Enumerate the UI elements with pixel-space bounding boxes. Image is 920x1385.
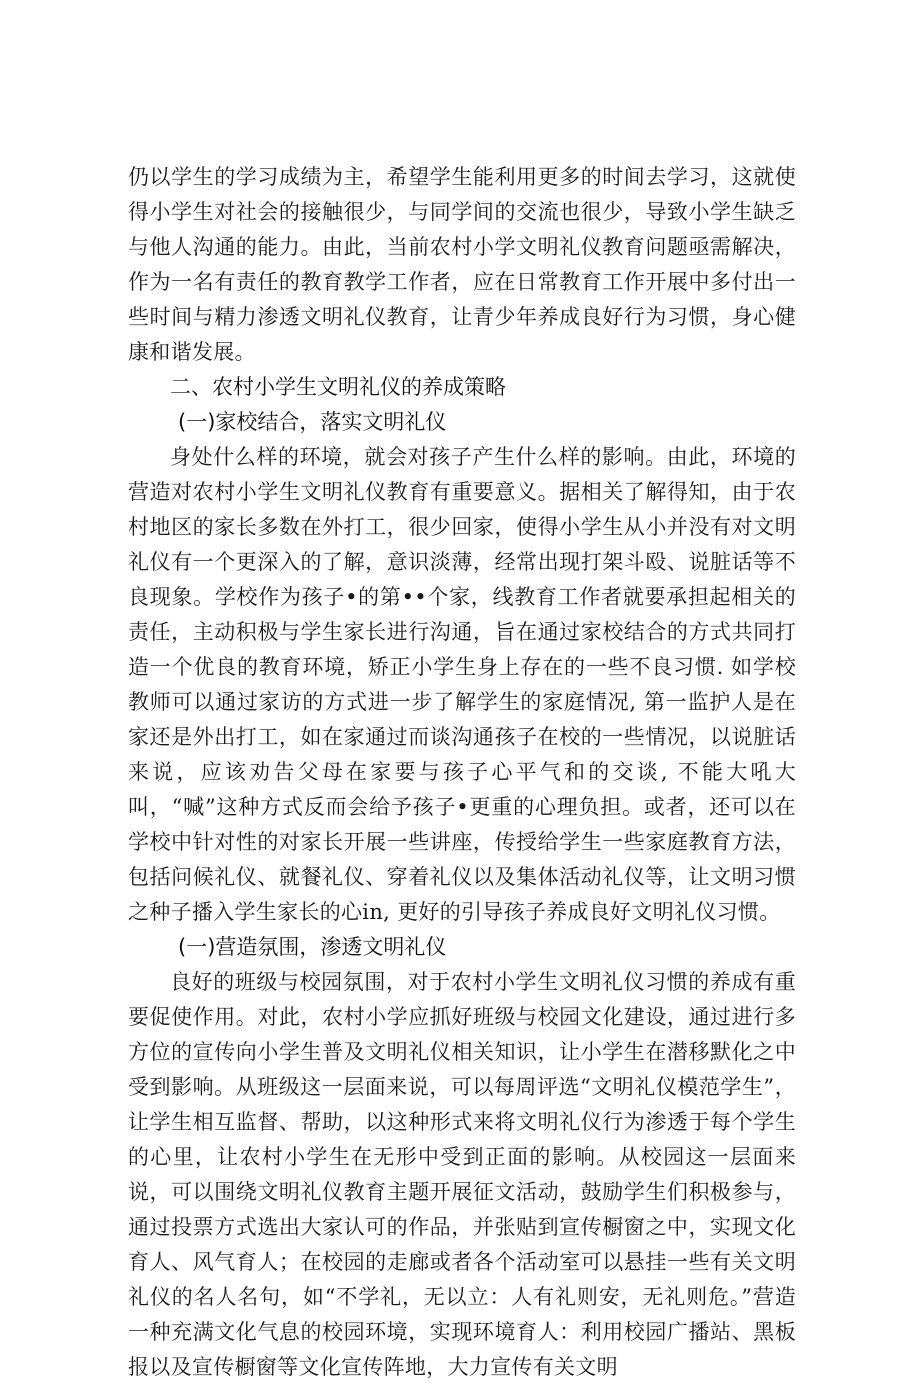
paragraph-atmosphere: 良好的班级与校园氛围，对于农村小学生文明礼仪习惯的养成有重要促使作用。对此，农村小学应抓好班级与校园文化建设，通过进行多方位的宣传向小学生普及文明礼仪相关知识，让小学生在潜移默化之中受到影响。从班级这一层面来说，可以每周评选“文明礼仪模范学生”，让学生相互监督、帮助，以这种形式来将文明礼仪行为渗透于每个学生的心里，让农村小学生在无形中受到正面的影响。从校园这一层面来说，可以围绕文明礼仪教育主题开展征文活动，鼓励学生们积极参与，通过投票方式选出大家认可的作品，并张贴到宣传橱窗之中，实现文化育人、风气育人；在校园的走廊或者各个活动室可以悬挂一些有关文明礼仪的名人名句，如“不学礼，无以立：人有礼则安，无礼则危。”营造一种充满文化气息的校园环境，实现环境育人：利用校园广播站、黑板报以及宣传橱窗等文化宣传阵地，大力宣传有关文明 [128, 970, 796, 1379]
subsection-heading-1: (一)家校结合，落实文明礼仪 [178, 410, 447, 434]
paragraph-continued: 仍以学生的学习成绩为主，希望学生能利用更多的时间去学习，这就使得小学生对社会的接触很少，与同学间的交流也很少，导致小学生缺乏与他人沟通的能力。由此，当前农村小学文明礼仪教育问题亟需解决，作为一名有责任的教育教学工作者，应在日常教育工作开展中多付出一些时间与精力渗透文明礼仪教育，让青少年养成良好行为习惯，身心健康和谐发展。 [128, 165, 796, 364]
subsection-heading-2: (一)营造氛围，渗透文明礼仪 [178, 935, 447, 959]
document-body [128, 160, 796, 1385]
paragraph-home-school: 身处什么样的环境，就会对孩子产生什么样的影响。由此，环境的营造对农村小学生文明礼仪教育有重要意义。据相关了解得知，由于农村地区的家长多数在外打工，很少回家，使得小学生从小并没有对文明礼仪有一个更深入的了解，意识淡薄，经常出现打架斗殴、说脏话等不良现象。学校作为孩子•的第••个家，线教育工作者就要承担起相关的责任，主动积极与学生家长进行沟通，旨在通过家校结合的方式共同打造一个优良的教育环境，矫正小学生身上存在的一些不良习惯. 如学校教师可以通过家访的方式进一步了解学生的家庭情况, 第一监护人是在家还是外出打工，如在家通过而谈沟通孩子在校的一些情况，以说脏话来说，应该劝告父母在家要与孩子心平气和的交谈, 不能大吼大叫，“喊”这种方式反而会给予孩子•更重的心理负担。或者，还可以在学校中针对性的对家长开展一些讲座，传授给学生一些家庭教育方法，包括问候礼仪、就餐礼仪、穿着礼仪以及集体活动礼仪等，让文明习惯之种子播入学生家长的心in, 更好的引导孩子养成良好文明礼仪习惯。 [128, 445, 796, 924]
section-heading: 二、农村小学生文明礼仪的养成策略 [170, 375, 506, 399]
